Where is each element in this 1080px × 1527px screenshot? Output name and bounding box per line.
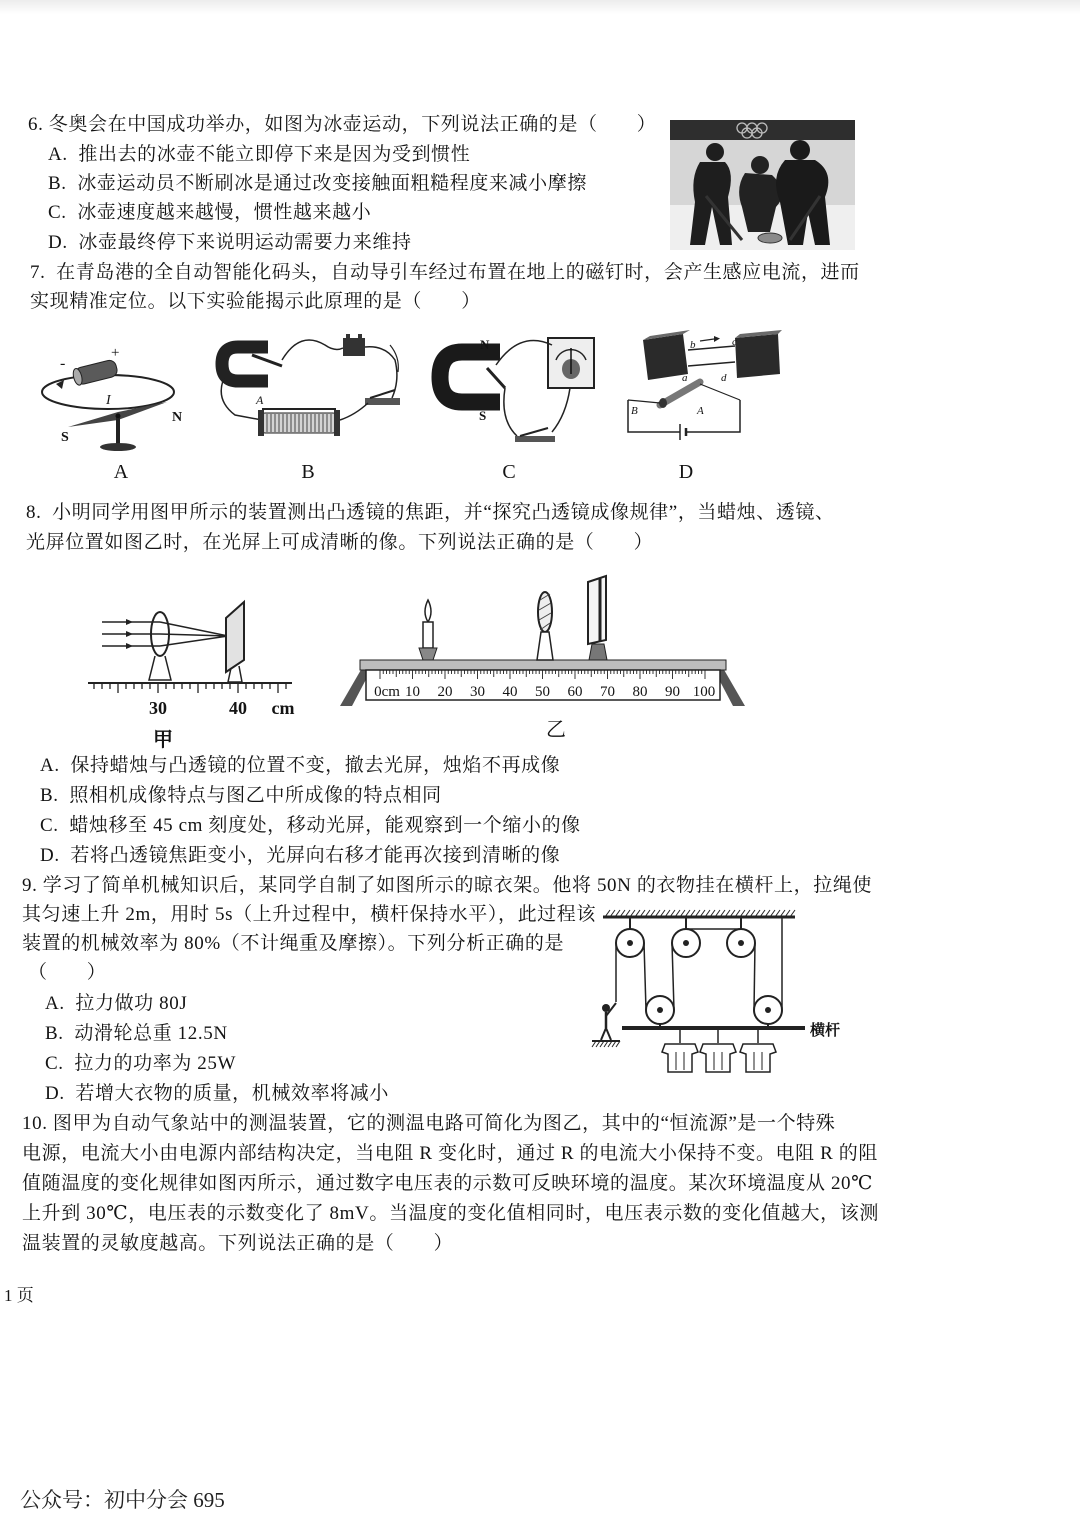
q9-stem-line-2: 其匀速上升 2m，用时 5s（上升过程中，横杆保持水平），此过程该 (22, 904, 596, 925)
clothing (700, 1044, 736, 1072)
lens-stand (149, 656, 171, 680)
q8-option-d: D. 若将凸透镜焦距变小，光屏向右移才能再次接到清晰的像 (40, 845, 561, 866)
ruler-label: 30 (470, 684, 485, 700)
athlete-head (751, 156, 769, 174)
q9-stem-line-3: 装置的机械效率为 80%（不计绳重及摩擦）。下列分析正确的是 (22, 933, 565, 954)
label-north: N (480, 337, 490, 352)
switch-base (515, 436, 555, 442)
label-south: S (479, 408, 487, 423)
label-current: I (106, 393, 111, 408)
switch-lever (520, 428, 548, 436)
wire (552, 388, 570, 432)
label-d: d (721, 372, 727, 384)
q9-stem-line-1: 9. 学习了简单机械知识后，某同学自制了如图所示的晾衣架。他将 50N 的衣物挂在横杆上，拉绳使 (22, 875, 873, 896)
athlete-head (790, 140, 810, 160)
label-left: B (631, 405, 638, 417)
rope (672, 943, 674, 1010)
ruler-label: 10 (405, 684, 420, 700)
rope (754, 943, 755, 1010)
ruler-unit: cm (271, 698, 295, 718)
ruler-label: 20 (437, 684, 453, 700)
candle-flame (425, 600, 431, 622)
person-leg (606, 1028, 611, 1040)
light-screen (226, 602, 244, 672)
q8-stem-line-2: 光屏位置如图乙时，在光屏上可成清晰的像。下列说法正确的是（ ） (26, 532, 654, 553)
battery (343, 338, 365, 356)
ruler-label: 70 (600, 684, 615, 700)
q10-stem-line-4: 上升到 30℃，电压表的示数变化了 8mV。当温度的变化值相同时，电压表示数的变化值越大，该测 (22, 1203, 879, 1224)
figure-7c (440, 337, 594, 483)
caption-yi: 乙 (546, 719, 566, 741)
q8-option-a: A. 保持蜡烛与凸透镜的位置不变，撤去光屏，烛焰不再成像 (40, 755, 561, 776)
figure-7d (628, 330, 782, 483)
pulley-hub (683, 940, 689, 946)
q8-option-b: B. 照相机成像特点与图乙中所成像的特点相同 (40, 785, 442, 806)
ruler-label: 80 (632, 684, 648, 700)
metal-rod (487, 368, 505, 388)
figure-8-jia (88, 602, 294, 751)
label-b: b (690, 339, 696, 351)
label-c: c (732, 336, 737, 348)
magnet-block-right (735, 334, 780, 378)
q9-option-a: A. 拉力做功 80J (45, 993, 188, 1014)
q6-option-d: D. 冰壶最终停下来说明运动需要力来维持 (48, 232, 412, 253)
label-terminal: A (256, 393, 264, 407)
figure-9-pulley (592, 910, 840, 1072)
wire (504, 388, 517, 436)
ruler-label: 90 (665, 684, 680, 700)
ray-arrow-icon (126, 631, 133, 637)
rheostat-end (334, 410, 340, 436)
q9-option-d: D. 若增大衣物的质量，机械效率将减小 (45, 1083, 389, 1104)
q6-option-a: A. 推出去的冰壶不能立即停下来是因为受到惯性 (48, 144, 471, 165)
ruler-ticks (94, 683, 286, 693)
clothing (740, 1044, 776, 1072)
label-north: N (172, 410, 183, 425)
choice-label-d: D (678, 461, 694, 483)
switch-base (365, 398, 400, 405)
pulley-hub (765, 1007, 771, 1013)
metal-rod (252, 355, 282, 366)
switch-lever (370, 390, 395, 398)
clothing (662, 1044, 698, 1072)
ruler-label: 100 (692, 684, 716, 700)
optical-bench-rail (360, 660, 726, 670)
needle-pivot (116, 414, 121, 419)
ruler-label: 60 (567, 684, 583, 700)
page-number: 1 页 (4, 1286, 34, 1305)
battery-terminal (346, 334, 350, 338)
light-screen (588, 576, 606, 644)
q9-option-b: B. 动滑轮总重 12.5N (45, 1023, 228, 1044)
rope (644, 943, 646, 1010)
curling-photo (670, 120, 855, 250)
athlete-head (706, 143, 724, 161)
battery-terminal (358, 334, 362, 338)
rheostat-end (258, 410, 264, 436)
ray-arrow-icon (126, 643, 133, 649)
figure-7a (42, 345, 182, 483)
candle (423, 622, 433, 648)
q8-option-c: C. 蜡烛移至 45 cm 刻度处，移动光屏，能观察到一个缩小的像 (40, 815, 581, 836)
q9-stem-line-4: （ ） (28, 962, 107, 983)
lens-stand (537, 632, 553, 660)
label-south: S (61, 430, 69, 445)
ruler-label: 40 (502, 684, 518, 700)
q7-stem-line-1: 7. 在青岛港的全自动智能化码头，自动导引车经过布置在地上的磁钉时，会产生感应电流，进而 (30, 262, 860, 283)
q6-stem: 6. 冬奥会在中国成功举办，如图为冰壶运动，下列说法正确的是（ ） (28, 114, 657, 135)
stand-base (100, 443, 136, 451)
ray-arrow-icon (126, 619, 133, 625)
q10-stem-line-1: 10. 图甲为自动气象站中的测温装置，它的测温电路可简化为图乙，其中的“恒流源”是一个特殊 (22, 1113, 836, 1134)
motion-arrow-icon (700, 339, 714, 341)
wire (282, 340, 343, 360)
wire (628, 400, 660, 403)
rod-end (659, 398, 667, 408)
ruler-label-40: 40 (229, 698, 247, 718)
q9-option-c: C. 拉力的功率为 25W (45, 1053, 237, 1074)
choice-label-c: C (502, 461, 516, 483)
person-leg (601, 1028, 606, 1040)
horseshoe-magnet (440, 352, 500, 402)
pulley-hub (627, 940, 633, 946)
q8-stem-line-1: 8. 小明同学用图甲所示的装置测出凸透镜的焦距，并“探究凸透镜成像规律”，当蜡烛、透镜、 (26, 502, 835, 523)
label-plus: + (111, 345, 120, 361)
choice-label-b: B (301, 461, 315, 483)
watermark: 公众号：初中分会 695 (20, 1488, 225, 1512)
wire (340, 403, 368, 420)
q6-option-b: B. 冰壶运动员不断刷冰是通过改变接触面粗糙程度来减小摩擦 (48, 173, 587, 194)
q10-stem-line-5: 温装置的灵敏度越高。下列说法正确的是（ ） (22, 1233, 454, 1254)
q6-option-c: C. 冰壶速度越来越慢，惯性越来越小 (48, 202, 372, 223)
wire (700, 384, 740, 400)
rail (688, 362, 735, 366)
ruler-label: 50 (535, 684, 550, 700)
crossbar-label: 横杆 (810, 1023, 841, 1039)
coil (72, 359, 119, 386)
figure-8-yi (340, 576, 745, 741)
screen-holder (589, 644, 607, 660)
figure-7b (221, 334, 400, 483)
label-minus: - (60, 355, 66, 372)
ruler-label-30: 30 (149, 698, 167, 718)
q10-stem-line-3: 值随温度的变化规律如图丙所示，通过数字电压表的示数可反映环境的温度。某次环境温度从 20℃ (22, 1173, 874, 1194)
u-magnet (222, 347, 268, 381)
q7-stem-line-2: 实现精准定位。以下实验能揭示此原理的是（ ） (30, 291, 481, 312)
ruler-label: 0cm (374, 684, 400, 700)
arrowhead-icon (714, 336, 720, 342)
label-a: a (682, 372, 688, 384)
q10-stem-line-2: 电源，电流大小由电源内部结构决定，当电阻 R 变化时，通过 R 的电流大小保持不变。电阻 R 的阻 (22, 1143, 878, 1164)
caption-jia: 甲 (153, 729, 173, 751)
refracted-ray (160, 636, 228, 646)
pulley-hub (657, 1007, 663, 1013)
curling-stone (758, 233, 782, 243)
label-mid: A (697, 405, 704, 417)
choice-label-a: A (113, 461, 129, 483)
pulley-hub (738, 940, 744, 946)
circuit-wire (628, 400, 740, 432)
wire (496, 341, 552, 366)
candle-holder (419, 648, 437, 660)
